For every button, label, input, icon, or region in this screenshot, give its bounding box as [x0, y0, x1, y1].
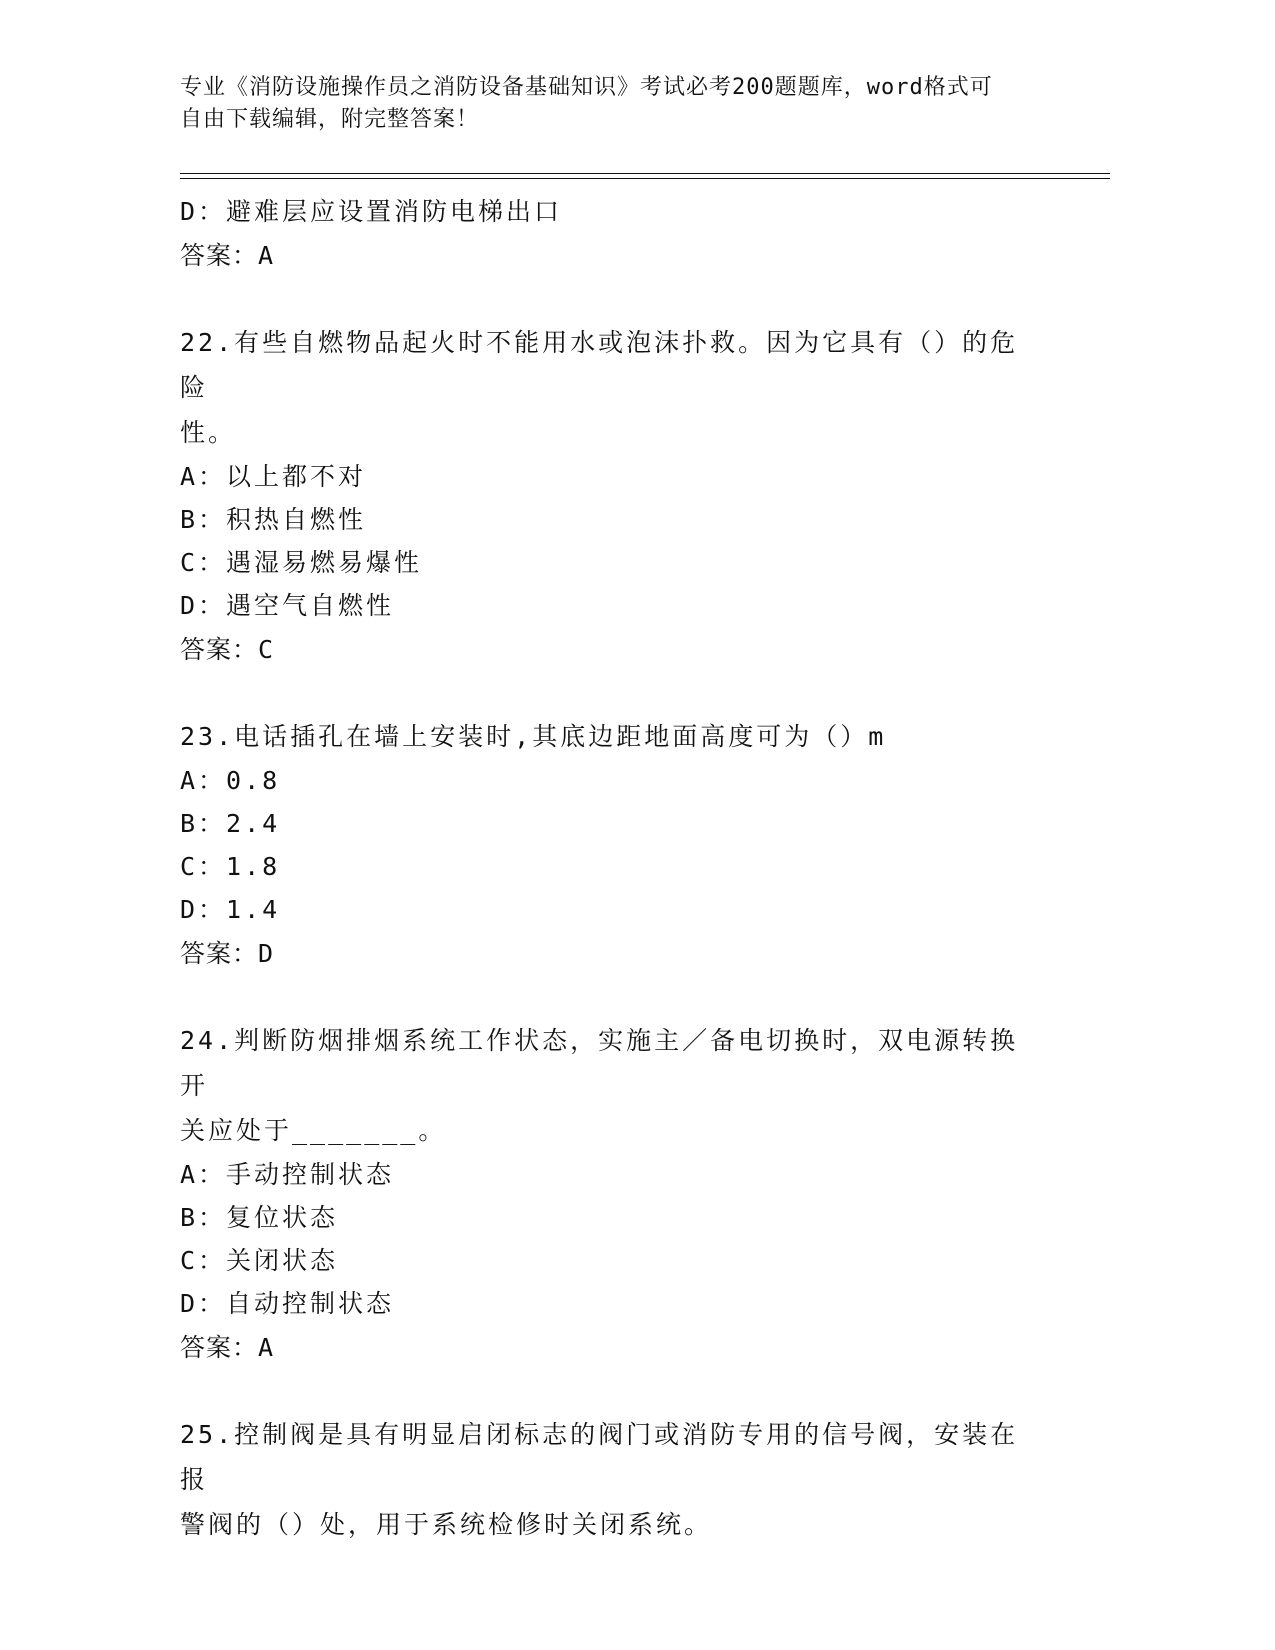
answer-value: C	[258, 635, 275, 664]
answer-label: 答案：	[180, 241, 259, 270]
question-stem	[180, 1412, 1040, 1547]
answer-line	[180, 233, 1050, 278]
document-header	[180, 72, 1040, 136]
question-content	[180, 190, 1050, 1547]
option-d: D：自动控制状态	[180, 1289, 395, 1318]
answer-value: A	[258, 241, 275, 270]
answer-value: A	[258, 1333, 275, 1362]
option-c: C：遇湿易燃易爆性	[180, 548, 423, 577]
option-a: A：以上都不对	[180, 462, 367, 491]
question-stem	[180, 714, 1040, 759]
question-stem-line-1: 24.判断防烟排烟系统工作状态，实施主／备电切换时，双电源转换开	[180, 1026, 1019, 1100]
question-24	[180, 1018, 1050, 1370]
answer-label: 答案：	[180, 635, 259, 664]
question-23	[180, 714, 1050, 976]
question-stem-line-2: 警阀的（）处，用于系统检修时关闭系统。	[180, 1510, 713, 1539]
question-stem-line-2: 关应处于_______。	[180, 1116, 447, 1145]
question-25	[180, 1412, 1050, 1547]
question-stem-line-1: 23.电话插孔在墙上安装时,其底边距地面高度可为（）m	[180, 722, 887, 751]
question-stem-line-1: 25.控制阀是具有明显启闭标志的阀门或消防专用的信号阀，安装在报	[180, 1420, 1019, 1494]
question-stem	[180, 320, 1040, 455]
option-b: B：积热自燃性	[180, 505, 367, 534]
option-c: C：1.8	[180, 852, 281, 881]
option-a: A：手动控制状态	[180, 1160, 395, 1189]
option-d: D：1.4	[180, 895, 281, 924]
option-c: C：关闭状态	[180, 1246, 339, 1275]
option-b: B：复位状态	[180, 1203, 339, 1232]
header-line-1: 专业《消防设施操作员之消防设备基础知识》考试必考200题题库，word格式可	[180, 75, 993, 100]
option-b: B：2.4	[180, 809, 281, 838]
option-d: D：遇空气自燃性	[180, 591, 395, 620]
option-d: D：避难层应设置消防电梯出口	[180, 197, 563, 226]
answer-label: 答案：	[180, 1333, 259, 1362]
header-divider-bottom	[180, 178, 1110, 179]
question-stem	[180, 1018, 1040, 1153]
answer-line	[180, 931, 1050, 976]
answer-line	[180, 627, 1050, 672]
header-divider-top	[180, 173, 1110, 174]
question-stem-line-2: 性。	[180, 418, 237, 447]
answer-value: D	[258, 939, 275, 968]
answer-label: 答案：	[180, 939, 259, 968]
option-a: A：0.8	[180, 766, 281, 795]
question-22	[180, 320, 1050, 672]
question-stem-line-1: 22.有些自燃物品起火时不能用水或泡沫扑救。因为它具有（）的危险	[180, 328, 1019, 402]
header-line-2: 自由下载编辑，附完整答案！	[180, 107, 480, 132]
answer-line	[180, 1325, 1050, 1370]
